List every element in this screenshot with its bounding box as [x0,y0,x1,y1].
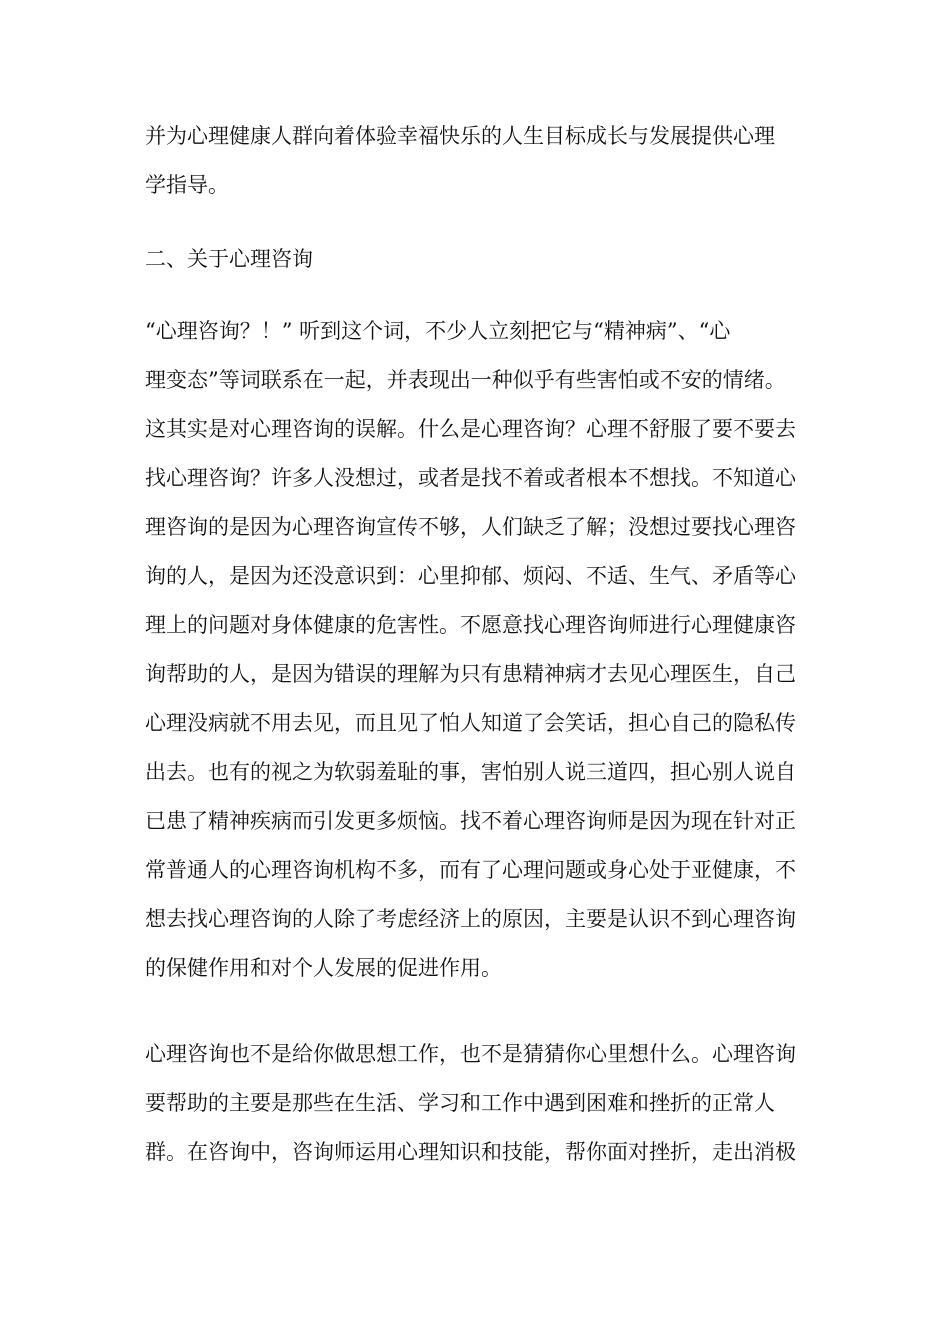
text-line: 已患了精神疾病而引发更多烦恼。找不着心理咨询师是因为现在针对正 [145,809,796,833]
text-line: 询帮助的人，是因为错误的理解为只有患精神病才去见心理医生，自己 [145,662,796,686]
text-line: 常普通人的心理咨询机构不多，而有了心理问题或身心处于亚健康，不 [145,858,796,882]
text-line: 群。在咨询中，咨询师运用心理知识和技能，帮你面对挫折，走出消极 [145,1140,796,1164]
section-heading-text: 二、关于心理咨询 [145,247,313,271]
text-line: 心理没病就不用去见，而且见了怕人知道了会笑话，担心自己的隐私传 [145,711,796,735]
text-line: “心理咨询？！” 听到这个词，不少人立刻把它与“精神病”、“心 [145,319,731,343]
paragraph-about-counseling [145,307,813,993]
text-line: 的保健作用和对个人发展的促进作用。 [145,956,502,980]
text-line: 找心理咨询？许多人没想过，或者是找不着或者根本不想找。不知道心 [145,466,796,490]
text-line: 这其实是对心理咨询的误解。什么是心理咨询？心理不舒服了要不要去 [145,417,796,441]
text-line: 想去找心理咨询的人除了考虑经济上的原因，主要是认识不到心理咨询 [145,907,796,931]
paragraph-intro-continuation [145,112,813,210]
text-line: 理上的问题对身体健康的危害性。不愿意找心理咨询师进行心理健康咨 [145,613,796,637]
text-line: 理咨询的是因为心理咨询宣传不够，人们缺乏了解；没想过要找心理咨 [145,515,796,539]
text-line: 心理咨询也不是给你做思想工作，也不是猜猜你心里想什么。心理咨询 [145,1042,796,1066]
text-line: 并为心理健康人群向着体验幸福快乐的人生目标成长与发展提供心理 [145,124,775,148]
text-line: 询的人，是因为还没意识到：心里抑郁、烦闷、不适、生气、矛盾等心 [145,564,796,588]
text-line: 出去。也有的视之为软弱羞耻的事，害怕别人说三道四，担心别人说自 [145,760,796,784]
text-line: 理变态”等词联系在一起，并表现出一种似乎有些害怕或不安的情绪。 [145,368,786,392]
paragraph-counseling-purpose [145,1030,813,1177]
section-heading [145,235,813,284]
text-line: 要帮助的主要是那些在生活、学习和工作中遇到困难和挫折的正常人 [145,1091,775,1115]
text-line: 学指导。 [145,173,229,197]
